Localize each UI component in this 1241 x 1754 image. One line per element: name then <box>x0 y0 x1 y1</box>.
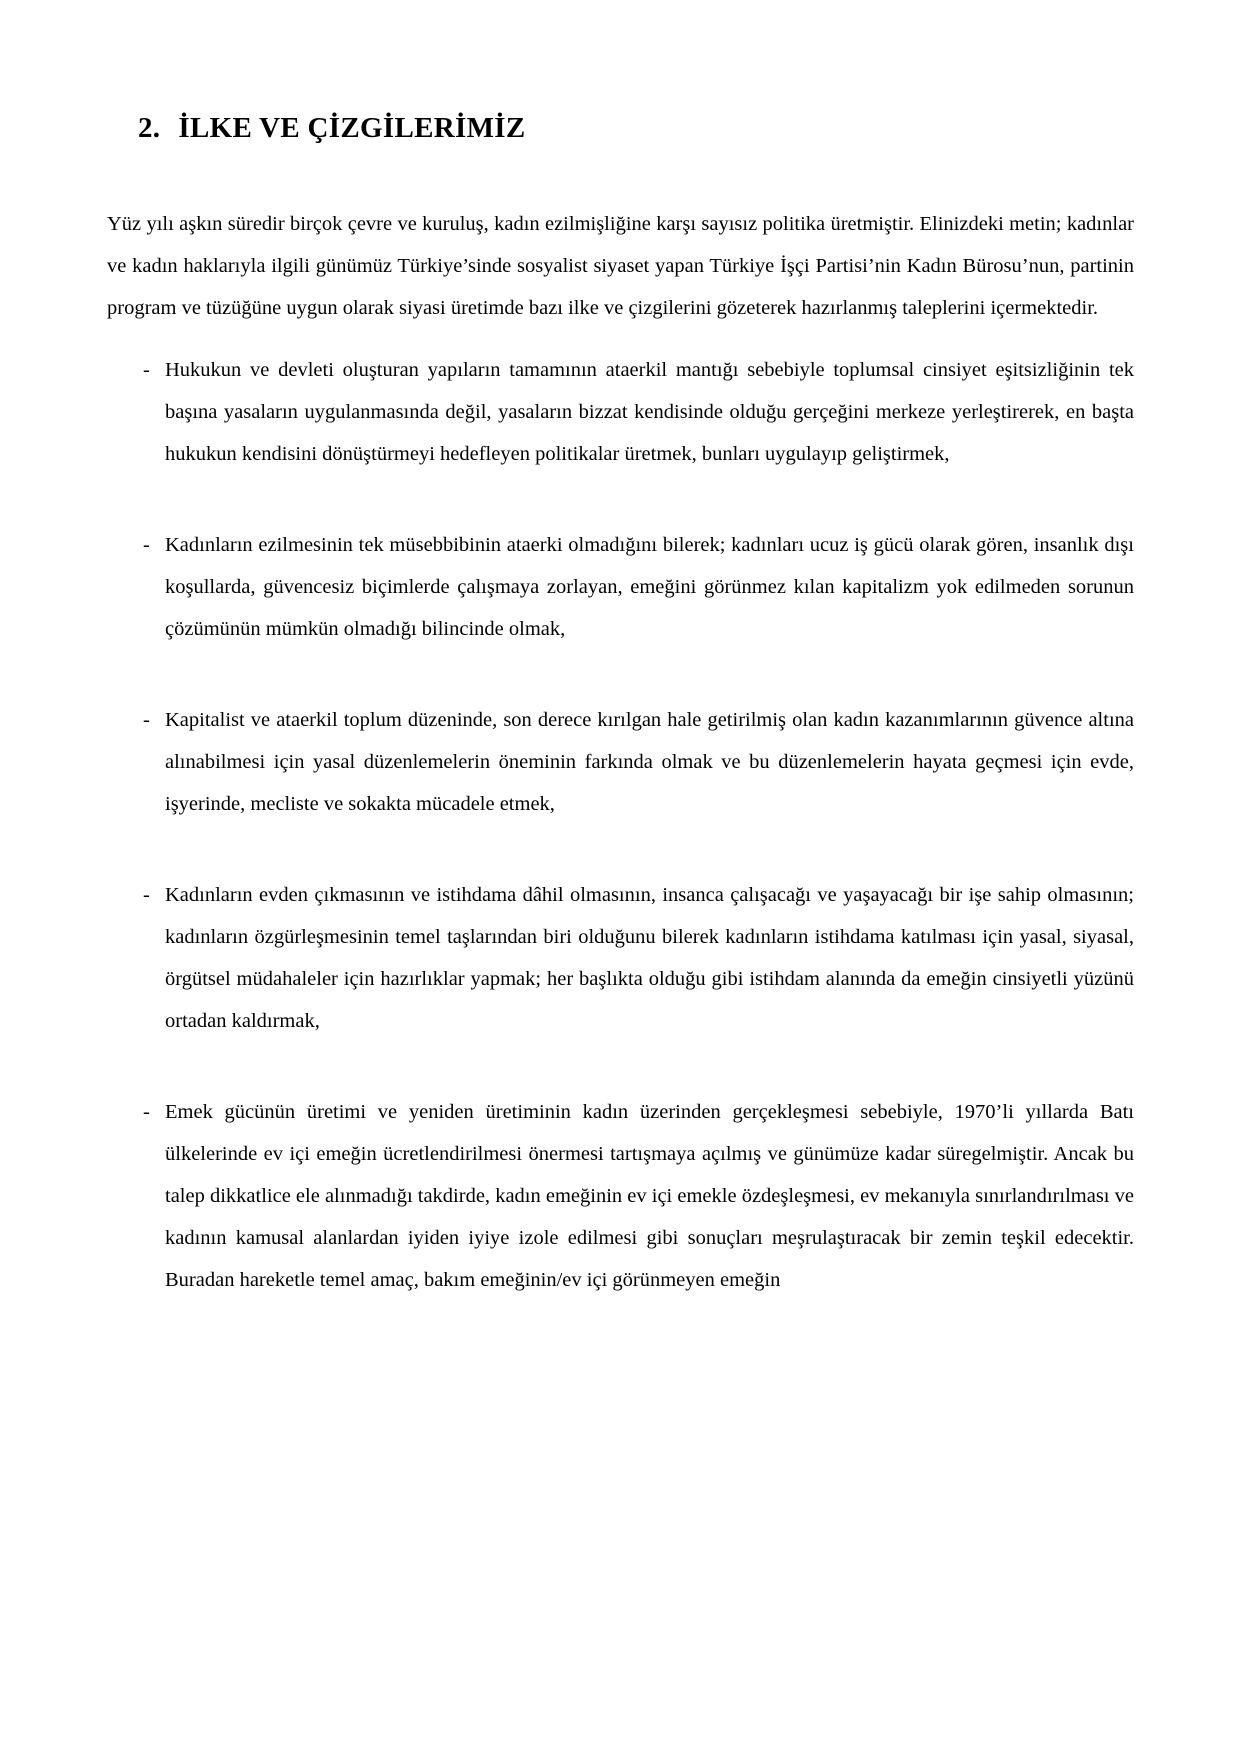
intro-paragraph: Yüz yılı aşkın süredir birçok çevre ve kuruluş, kadın ezilmişliğine karşı sayısız politika üretmiştir. Elinizdeki metin; kadınlar ve kadın haklarıyla ilgili günümüz Türkiye’sinde sosyalist siyaset yapan Türkiye İşçi Partisi’nin Kadın Bürosu’nun, partinin program ve tüzüğüne uygun olarak siyasi üretimde bazı ilke ve çizgilerini gözeterek hazırlanmış taleplerini içermektedir. <box>107 213 1134 319</box>
bullet-dash: - <box>143 884 150 906</box>
bullet-item <box>107 349 1134 475</box>
bullet-text: Kapitalist ve ataerkil toplum düzeninde, son derece kırılgan hale getirilmiş olan kadın kazanımlarının güvence altına alınabilmesi için yasal düzenlemelerin öneminin farkında olmak ve bu düzenlemelerin hayata geçmesi için evde, işyerinde, mecliste ve sokakta mücadele etmek, <box>165 709 1134 815</box>
bullet-item <box>107 874 1134 1042</box>
bullet-dash: - <box>143 1101 150 1123</box>
bullet-text: Kadınların evden çıkmasının ve istihdama dâhil olmasının, insanca çalışacağı ve yaşayacağı bir işe sahip olmasının; kadınların özgürleşmesinin temel taşlarından biri olduğunu bilerek kadınların istihdama katılması için yasal, siyasal, örgütsel müdahaleler için hazırlıklar yapmak; her başlıkta olduğu gibi istihdam alanında da emeğin cinsiyetli yüzünü ortadan kaldırmak, <box>165 884 1134 1032</box>
bullet-item <box>107 699 1134 825</box>
bullet-item <box>107 524 1134 650</box>
bullet-dash: - <box>143 709 150 731</box>
bullet-text: Hukukun ve devleti oluşturan yapıların tamamının ataerkil mantığı sebebiyle toplumsal cinsiyet eşitsizliğinin tek başına yasaların uygulanmasında değil, yasaların bizzat kendisinde olduğu gerçeğini merkeze yerleştirerek, en başta hukukun kendisini dönüştürmeyi hedefleyen politikalar üretmek, bunları uygulayıp geliştirmek, <box>165 359 1134 465</box>
bullet-item <box>107 1091 1134 1301</box>
bullet-dash: - <box>143 359 150 381</box>
section-title: İLKE VE ÇİZGİLERİMİZ <box>178 112 526 144</box>
bullet-list <box>107 349 1134 1301</box>
section-heading <box>138 112 1134 145</box>
bullet-text: Kadınların ezilmesinin tek müsebbibinin ataerki olmadığını bilerek; kadınları ucuz iş gücü olarak gören, insanlık dışı koşullarda, güvencesiz biçimlerde çalışmaya zorlayan, emeğini görünmez kılan kapitalizm yok edilmeden sorunun çözümünün mümkün olmadığı bilincinde olmak, <box>165 534 1134 640</box>
section-number: 2. <box>138 112 161 144</box>
bullet-dash: - <box>143 534 150 556</box>
bullet-text: Emek gücünün üretimi ve yeniden üretiminin kadın üzerinden gerçekleşmesi sebebiyle, 1970’li yıllarda Batı ülkelerinde ev içi emeğin ücretlendirilmesi önermesi tartışmaya açılmış ve günümüze kadar süregelmiştir. Ancak bu talep dikkatlice ele alınmadığı takdirde, kadın emeğinin ev içi emekle özdeşleşmesi, ev mekanıyla sınırlandırılması ve kadının kamusal alanlardan iyiden iyiye izole edilmesi gibi sonuçları meşrulaştıracak bir zemin teşkil edecektir. Buradan hareketle temel amaç, bakım emeğinin/ev içi görünmeyen emeğin <box>165 1101 1134 1291</box>
